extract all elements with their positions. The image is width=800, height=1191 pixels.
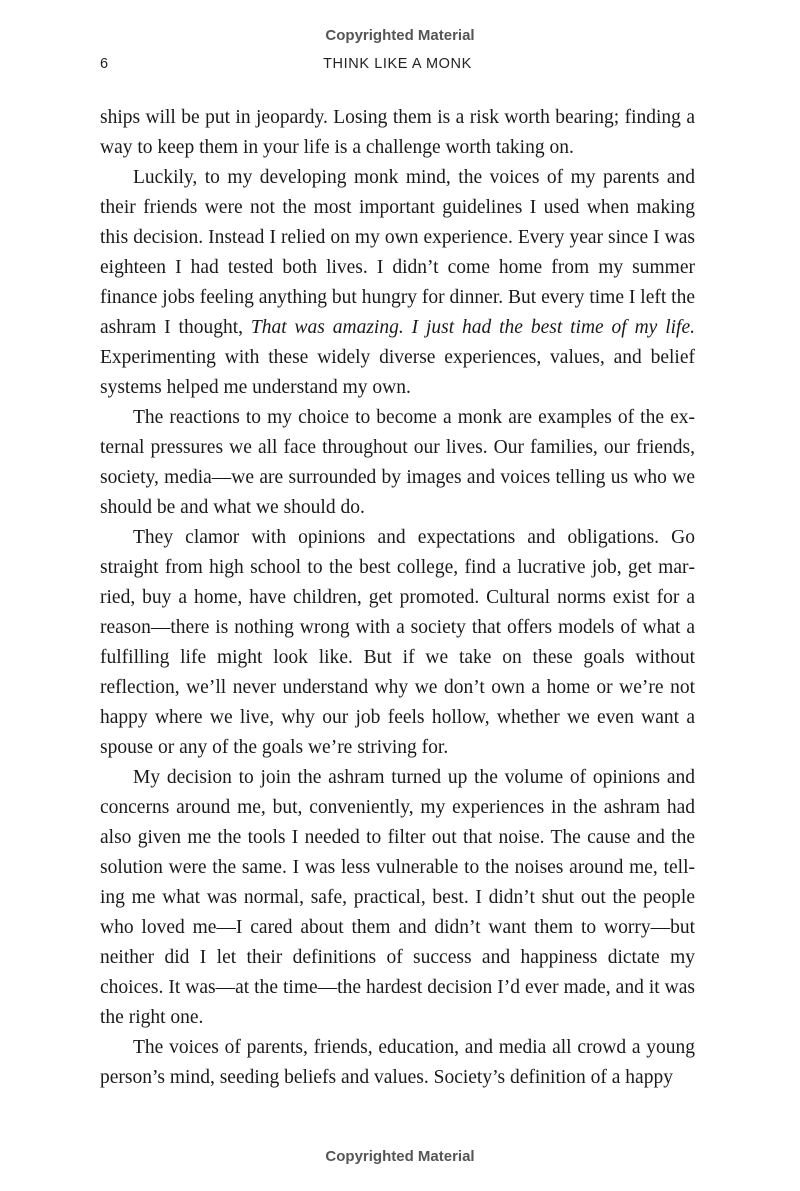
- paragraph-5: My decision to join the ashram turned up the volume of opinions and concerns around me, but, conveniently, my experiences in the ashram had also given me the tools I needed to filter out that noise. The cause and the solution were the same. I was less vulnerable to the noises around me, telling me what was normal, safe, practical, best. I didn’t shut out the people who loved me—I cared about them and didn’t want them to worry—but neither did I let their definitions of success and happiness dictate my choices. It was—at the time—the hardest decision I’d ever made, and it was the right one.: [100, 767, 695, 1028]
- paragraph-4: They clamor with opinions and expectations and obligations. Go straight from high school to the best college, find a lucrative job, get married, buy a home, have children, get promoted. Cultural norms exist for a reason—there is nothing wrong with a society that offers models of what a fulfilling life might look like. But if we take on these goals without reflection, we’ll never understand why we don’t own a home or we’re not happy where we live, why our job feels hollow, whether we even want a spouse or any of the goals we’re striving for.: [100, 527, 695, 758]
- paragraph-2-end: Experimenting with these widely diverse experiences, values, and belief systems helped me understand my own.: [100, 347, 695, 398]
- copyright-watermark-top: Copyrighted Material: [325, 27, 475, 44]
- paragraph-6: The voices of parents, friends, education, and media all crowd a young person’s mind, seeding beliefs and values. Society’s definition of a happy: [100, 1037, 695, 1088]
- page-number: 6: [100, 56, 109, 72]
- paragraph-1: ships will be put in jeopardy. Losing them is a risk worth bearing; finding a way to keep them in your life is a challenge worth taking on.: [100, 107, 695, 158]
- paragraph-2: [100, 163, 695, 403]
- book-title: THINK LIKE A MONK: [323, 56, 472, 72]
- copyright-watermark-bottom: Copyrighted Material: [325, 1148, 475, 1165]
- body-text: [100, 103, 695, 1093]
- running-head: [100, 56, 695, 78]
- italic-quote: That was amazing. I just had the best time of my life.: [250, 317, 695, 338]
- paragraph-2-start: Luckily, to my developing monk mind, the voices of my parents and their friends were not the most important guidelines I used when making this decision. Instead I relied on my own experience. Every year since I was eighteen I had tested both lives. I didn’t come home from my summer finance jobs feeling anything but hungry for dinner. But every time I left the ashram I thought,: [100, 167, 695, 338]
- paragraph-3: The reactions to my choice to become a monk are examples of the external pressures we all face throughout our lives. Our families, our friends, society, media—we are surrounded by images and voices telling us who we should be and what we should do.: [100, 407, 695, 518]
